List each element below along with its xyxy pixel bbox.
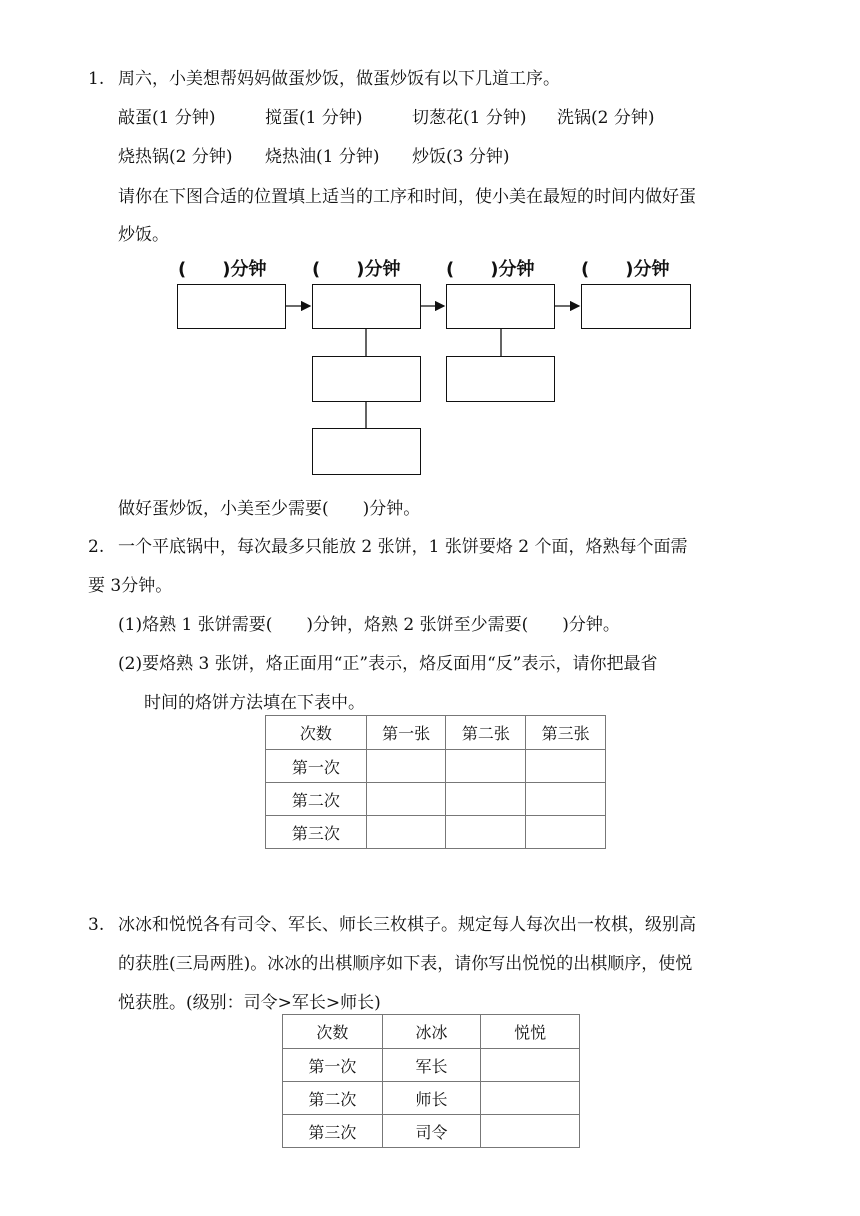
question-number: 3. xyxy=(88,915,105,935)
table-cell: 司令 xyxy=(382,1115,481,1148)
table-header: 冰冰 xyxy=(382,1015,481,1049)
time-label: ( )分钟 xyxy=(178,259,267,280)
table-row xyxy=(283,1049,580,1082)
question-text: 一个平底锅中，每次最多只能放 2 张饼，1 张饼要烙 2 个面，烙熟每个面需 xyxy=(118,537,688,557)
table-cell: 第三次 xyxy=(283,1115,383,1148)
table-cell: 师长 xyxy=(382,1082,481,1115)
question-number: 2. xyxy=(88,537,105,557)
instruction-text: 请你在下图合适的位置填上适当的工序和时间，使小美在最短的时间内做好蛋 xyxy=(118,187,696,207)
question-text: 的获胜(三局两胜)。冰冰的出棋顺序如下表，请你写出悦悦的出棋顺序，使悦 xyxy=(118,954,693,974)
step-box[interactable] xyxy=(581,284,691,329)
time-label: ( )分钟 xyxy=(581,259,670,280)
table-header-row xyxy=(266,716,606,750)
step-item: 烧热锅(2 分钟) xyxy=(118,147,233,167)
answer-cell[interactable] xyxy=(366,750,446,783)
table-header: 第一张 xyxy=(366,716,446,750)
table-row xyxy=(283,1115,580,1148)
table-header: 次数 xyxy=(266,716,367,750)
step-item: 炒饭(3 分钟) xyxy=(412,147,510,167)
step-item: 洗锅(2 分钟) xyxy=(557,108,655,128)
table-row xyxy=(266,816,606,849)
table-row xyxy=(266,783,606,816)
step-box[interactable] xyxy=(446,356,555,402)
answer-cell[interactable] xyxy=(526,750,606,783)
table-header: 第二张 xyxy=(446,716,526,750)
chess-table xyxy=(282,1014,580,1148)
table-cell: 第一次 xyxy=(283,1049,383,1082)
table-row xyxy=(283,1082,580,1115)
answer-cell[interactable] xyxy=(481,1049,580,1082)
step-item: 敲蛋(1 分钟) xyxy=(118,108,216,128)
question-text: 悦获胜。(级别：司令>军长>师长) xyxy=(118,993,381,1013)
question-number: 1. xyxy=(88,69,105,89)
question-text: 冰冰和悦悦各有司令、军长、师长三枚棋子。规定每人每次出一枚棋，级别高 xyxy=(118,915,696,935)
step-box[interactable] xyxy=(446,284,555,329)
answer-cell[interactable] xyxy=(526,816,606,849)
table-cell: 第二次 xyxy=(266,783,367,816)
answer-cell[interactable] xyxy=(366,816,446,849)
instruction-text: 炒饭。 xyxy=(118,225,169,245)
question-text: 周六，小美想帮妈妈做蛋炒饭，做蛋炒饭有以下几道工序。 xyxy=(118,69,560,89)
answer-cell[interactable] xyxy=(481,1082,580,1115)
diagram-connectors xyxy=(0,0,860,480)
table-cell: 第三次 xyxy=(266,816,367,849)
step-item: 切葱花(1 分钟) xyxy=(412,108,527,128)
question-text: 要 3分钟。 xyxy=(88,576,173,596)
table-header-row xyxy=(283,1015,580,1049)
step-box[interactable] xyxy=(177,284,286,329)
sub-question: (2)要烙熟 3 张饼，烙正面用“正”表示，烙反面用“反”表示，请你把最省 xyxy=(118,654,658,674)
step-item: 烧热油(1 分钟) xyxy=(265,147,380,167)
answer-cell[interactable] xyxy=(366,783,446,816)
table-cell: 第一次 xyxy=(266,750,367,783)
table-cell: 军长 xyxy=(382,1049,481,1082)
time-label: ( )分钟 xyxy=(312,259,401,280)
answer-cell[interactable] xyxy=(446,816,526,849)
answer-cell[interactable] xyxy=(446,750,526,783)
step-box[interactable] xyxy=(312,284,421,329)
table-cell: 第二次 xyxy=(283,1082,383,1115)
sub-question: 时间的烙饼方法填在下表中。 xyxy=(144,693,365,713)
step-item: 搅蛋(1 分钟) xyxy=(265,108,363,128)
answer-cell[interactable] xyxy=(481,1115,580,1148)
time-label: ( )分钟 xyxy=(446,259,535,280)
table-header: 次数 xyxy=(283,1015,383,1049)
table-header: 悦悦 xyxy=(481,1015,580,1049)
table-header: 第三张 xyxy=(526,716,606,750)
answer-cell[interactable] xyxy=(526,783,606,816)
conclusion-text: 做好蛋炒饭，小美至少需要( )分钟。 xyxy=(118,499,421,519)
step-box[interactable] xyxy=(312,356,421,402)
answer-cell[interactable] xyxy=(446,783,526,816)
pancake-table xyxy=(265,715,606,849)
step-box[interactable] xyxy=(312,428,421,475)
table-row xyxy=(266,750,606,783)
sub-question: (1)烙熟 1 张饼需要( )分钟，烙熟 2 张饼至少需要( )分钟。 xyxy=(118,615,620,635)
